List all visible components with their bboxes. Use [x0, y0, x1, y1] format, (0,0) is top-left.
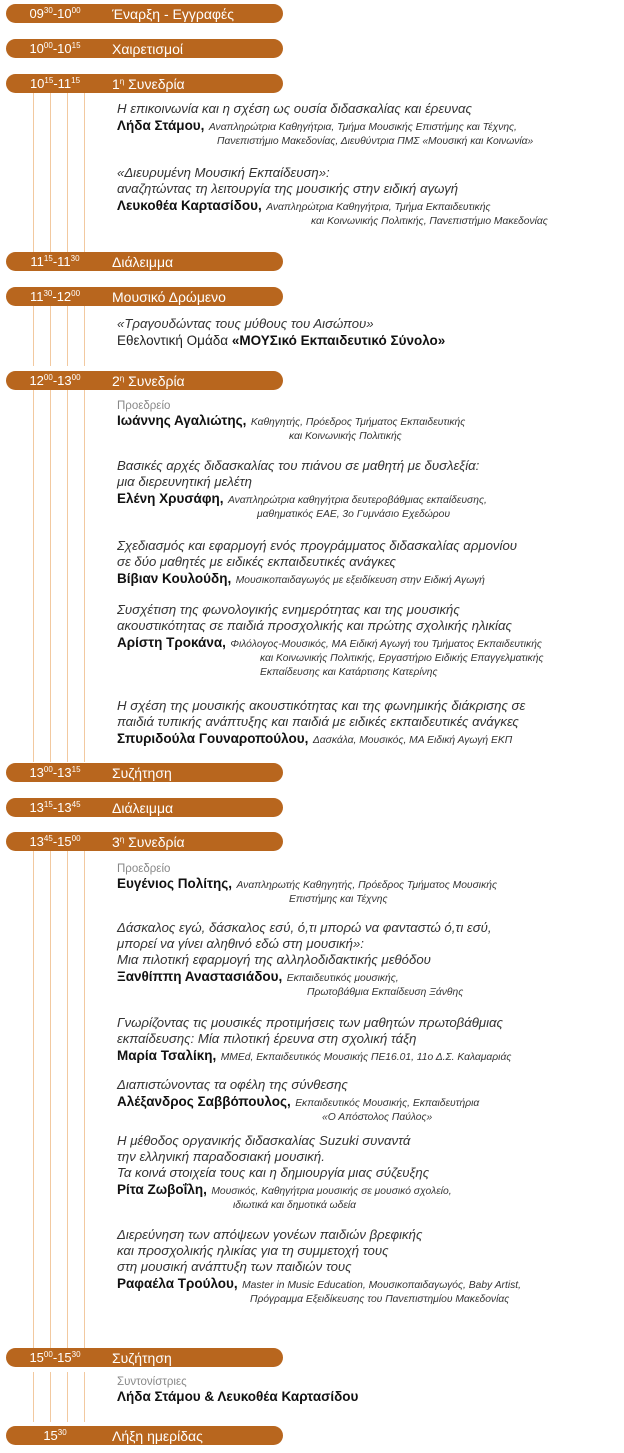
timeline-line — [67, 306, 68, 366]
session-3-talk-1 — [117, 920, 616, 1000]
chair-label: Προεδρείο — [117, 863, 171, 875]
speaker-name: Ξανθίππη Αναστασιάδου, — [117, 969, 283, 984]
schedule-bar-break-1 — [6, 252, 283, 271]
schedule-bar-session-3 — [6, 832, 283, 851]
speaker-name: Ραφαέλα Τρούλου, — [117, 1276, 238, 1291]
timeline-line — [50, 851, 51, 1348]
music-event-block — [117, 316, 616, 349]
speaker-name: Σπυριδούλα Γουναροπούλου, — [117, 731, 309, 746]
talk-title: στη μουσική ανάπτυξη των παιδιών τους — [117, 1259, 352, 1274]
bar-time: $13^{45}-15^{00}$ — [29, 834, 81, 849]
bar-title: $1^\eta$ Συνεδρία — [112, 75, 185, 92]
speaker-name: Βίβιαν Κουλούδη, — [117, 571, 232, 586]
timeline-line — [33, 306, 34, 366]
session-3-talk-4 — [117, 1133, 616, 1213]
speaker-affiliation: και Κοινωνικής Πολιτικής — [289, 431, 402, 442]
speaker-affiliation: ιδιωτικά και δημοτικά ωδεία — [233, 1200, 357, 1211]
event-title: «Τραγουδώντας τους μύθους του Αισώπου» — [117, 316, 374, 331]
timeline-line — [84, 1372, 85, 1422]
speaker-affiliation: Αναπληρώτρια Καθηγήτρια, Τμήμα Μουσικής Επιστήμης και Τέχνης, — [208, 122, 517, 133]
session-3-talk-2 — [117, 1015, 616, 1065]
bar-time: $11^{30}-12^{00}$ — [29, 289, 81, 304]
bar-time: $12^{00}-13^{00}$ — [29, 373, 81, 388]
speaker-affiliation: Φιλόλογος-Μουσικός, ΜΑ Ειδική Αγωγή του Τμήματος Εκπαιδευτικής — [230, 639, 542, 650]
bar-title: Διάλειμμα — [112, 799, 174, 816]
schedule-bar-session-2 — [6, 371, 283, 390]
talk-title: την ελληνική παραδοσιακή μουσική. — [117, 1149, 325, 1164]
bar-time: $10^{15}-11^{15}$ — [29, 76, 81, 91]
talk-title: Δάσκαλος εγώ, δάσκαλος εσύ, ό,τι μπορώ να φανταστώ ό,τι εσύ, — [117, 920, 492, 935]
speaker-name: Αλέξανδρος Σαββόπουλος, — [117, 1094, 291, 1109]
talk-title: Η επικοινωνία και η σχέση ως ουσία διδασκαλίας και έρευνας — [117, 101, 472, 116]
speaker-affiliation: Αναπληρωτής Καθηγητής, Πρόεδρος Τμήματος Μουσικής — [236, 880, 497, 891]
talk-title: αναζητώντας τη λειτουργία της μουσικής στην ειδική αγωγή — [117, 181, 459, 196]
coordinators-label: Συντονίστριες — [117, 1376, 187, 1388]
speaker-name: Αρίστη Τροκάνα, — [117, 635, 226, 650]
talk-title: Διαπιστώνοντας τα οφέλη της σύνθεσης — [117, 1077, 348, 1092]
bar-time: $11^{15}-11^{30}$ — [30, 254, 80, 269]
speaker-affiliation: Εκπαιδευτικός Μουσικής, Εκπαιδευτήρια — [295, 1098, 480, 1109]
talk-title: Η σχέση της μουσικής ακουστικότητας και της φωνημικής διάκρισης σε — [117, 698, 526, 713]
speaker-affiliation: MMEd, Εκπαιδευτικός Μουσικής ΠΕ16.01, 11ο Δ.Σ. Καλαμαριάς — [220, 1052, 512, 1063]
bar-title: $2^\eta$ Συνεδρία — [112, 372, 185, 389]
speaker-name: Ευγένιος Πολίτης, — [117, 876, 233, 891]
schedule-bar-session-1 — [6, 74, 283, 93]
bar-time: $15^{30}$ — [43, 1428, 67, 1443]
talk-title: Σχεδιασμός και εφαρμογή ενός προγράμματος διδασκαλίας αρμονίου — [117, 538, 518, 553]
speaker-name: Λευκοθέα Καρτασίδου, — [117, 198, 262, 213]
bar-time: $09^{30}-10^{00}$ — [29, 6, 81, 21]
coordinators-block — [117, 1376, 616, 1405]
session-2-chair — [117, 400, 616, 444]
bar-time: $13^{00}-13^{15}$ — [29, 765, 81, 780]
talk-title: μια διερευνητική μελέτη — [117, 474, 252, 489]
bar-title: Μουσικό Δρώμενο — [112, 288, 226, 305]
session-1-talk-2 — [117, 165, 616, 229]
schedule-bar-discussion-2 — [6, 1348, 283, 1367]
talk-title: σε δύο μαθητές με ειδικές εκπαιδευτικές ανάγκες — [117, 554, 396, 569]
schedule-bar-greetings — [6, 39, 283, 58]
timeline-line — [33, 390, 34, 762]
bar-title: Συζήτηση — [112, 764, 172, 781]
session-2-talk-2 — [117, 538, 616, 588]
bar-time: $15^{00}-15^{30}$ — [29, 1350, 81, 1365]
schedule-bar-closing — [6, 1426, 283, 1445]
speaker-name: Ιωάννης Αγαλιώτης, — [117, 413, 247, 428]
speaker-affiliation: Επιστήμης και Τέχνης — [289, 894, 388, 905]
schedule-bar-music-event — [6, 287, 283, 306]
talk-title: Μια πιλοτική εφαρμογή της αλληλοδιδακτικής μεθόδου — [117, 952, 431, 967]
speaker-affiliation: Αναπληρώτρια καθηγήτρια δευτεροβάθμιας εκπαίδευσης, — [227, 495, 487, 506]
talk-title: Βασικές αρχές διδασκαλίας του πιάνου σε μαθητή με δυσλεξία: — [117, 458, 480, 473]
session-2-talk-4 — [117, 698, 616, 748]
talk-title: Γνωρίζοντας τις μουσικές προτιμήσεις των μαθητών πρωτοβάθμιας — [117, 1015, 503, 1030]
bar-title: Έναρξη - Εγγραφές — [112, 5, 234, 22]
bar-time: $13^{15}-13^{45}$ — [29, 800, 81, 815]
speaker-affiliation: Καθηγητής, Πρόεδρος Τμήματος Εκπαιδευτικής — [250, 417, 466, 428]
speaker-affiliation: και Κοινωνικής Πολιτικής, Εργαστήριο Ειδικής Επαγγελματικής — [260, 653, 544, 664]
bar-title: Λήξη ημερίδας — [112, 1427, 203, 1444]
talk-title: «Διευρυμένη Μουσική Εκπαίδευση»: — [117, 165, 330, 180]
talk-title: Συσχέτιση της φωνολογικής ενημερότητας και της μουσικής — [117, 602, 460, 617]
bar-time: $10^{00}-10^{15}$ — [29, 41, 81, 56]
talk-title: και προσχολικής ηλικίας για τη συμμετοχή τους — [117, 1243, 389, 1258]
timeline-line — [33, 1372, 34, 1422]
speaker-name: Μαρία Τσαλίκη, — [117, 1048, 217, 1063]
schedule-bar-discussion-1 — [6, 763, 283, 782]
talk-title: Τα κοινά στοιχεία τους και η δημιουργία μιας σύζευξης — [117, 1165, 430, 1180]
speaker-affiliation: Αναπληρώτρια Καθηγήτρια, Τμήμα Εκπαιδευτικής — [266, 202, 491, 213]
session-1-talk-1 — [117, 101, 616, 149]
talk-title: Διερεύνηση των απόψεων γονέων παιδιών βρεφικής — [117, 1227, 423, 1242]
speaker-name: Λήδα Στάμου, — [117, 118, 205, 133]
timeline-line — [50, 1372, 51, 1422]
timeline-line — [50, 390, 51, 762]
session-3-chair — [117, 863, 616, 907]
timeline-line — [84, 306, 85, 366]
timeline-line — [84, 851, 85, 1348]
session-2-talk-3 — [117, 602, 616, 680]
talk-title: μπορεί να γίνει αληθινό εδώ στη μουσική»: — [117, 936, 364, 951]
timeline-line — [50, 306, 51, 366]
speaker-affiliation: Πρωτοβάθμια Εκπαίδευση Ξάνθης — [307, 987, 464, 998]
talk-title: ακουστικότητας σε παιδιά προσχολικής και πρώτης σχολικής ηλικίας — [117, 618, 512, 633]
bar-title: Συζήτηση — [112, 1349, 172, 1366]
session-3-talk-5 — [117, 1227, 616, 1307]
speaker-affiliation: «Ο Απόστολος Παύλος» — [322, 1112, 433, 1123]
session-2-talk-1 — [117, 458, 616, 522]
coordinators-names: Λήδα Στάμου & Λευκοθέα Καρτασίδου — [117, 1389, 359, 1404]
speaker-name: Ρίτα Ζωβοΐλη, — [117, 1182, 207, 1197]
schedule-bar-break-2 — [6, 798, 283, 817]
speaker-name: Ελένη Χρυσάφη, — [117, 491, 224, 506]
chair-label: Προεδρείο — [117, 400, 171, 412]
bar-title: $3^\eta$ Συνεδρία — [112, 833, 185, 850]
timeline-line — [67, 851, 68, 1348]
speaker-affiliation: Εκπαίδευσης και Κατάρτισης Κατερίνης — [260, 667, 438, 678]
timeline-line — [33, 92, 34, 252]
session-3-talk-3 — [117, 1077, 616, 1125]
group-name: «ΜΟΥΣικό Εκπαιδευτικό Σύνολο» — [231, 333, 446, 348]
speaker-affiliation: Μουσικός, Καθηγήτρια μουσικής σε μουσικό σχολείο, — [211, 1186, 452, 1197]
timeline-line — [67, 92, 68, 252]
timeline-line — [67, 1372, 68, 1422]
talk-title: εκπαίδευσης: Μία πιλοτική έρευνα στη σχολική τάξη — [117, 1031, 417, 1046]
speaker-affiliation: μαθηματικός ΕΑΕ, 3ο Γυμνάσιο Εχεδώρου — [257, 509, 451, 520]
speaker-affiliation: Πανεπιστήμιο Μακεδονίας, Διευθύντρια ΠΜΣ «Μουσική και Κοινωνία» — [217, 136, 534, 147]
talk-title: παιδιά τυπικής ανάπτυξης και παιδιά με ειδικές εκπαιδευτικές ανάγκες — [117, 714, 519, 729]
bar-title: Διάλειμμα — [112, 253, 174, 270]
speaker-affiliation: Πρόγραμμα Εξειδίκευσης του Πανεπιστημίου Μακεδονίας — [250, 1294, 510, 1305]
talk-title: Η μέθοδος οργανικής διδασκαλίας Suzuki συναντά — [117, 1133, 411, 1148]
timeline-line — [67, 390, 68, 762]
timeline-line — [84, 92, 85, 252]
speaker-affiliation: Δασκάλα, Μουσικός, ΜΑ Ειδική Αγωγή ΕΚΠ — [312, 735, 513, 746]
speaker-affiliation: και Κοινωνικής Πολιτικής, Πανεπιστήμιο Μακεδονίας — [311, 216, 548, 227]
timeline-line — [33, 851, 34, 1348]
timeline-line — [84, 390, 85, 762]
speaker-affiliation: Master in Music Education, Μουσικοπαιδαγωγός, Baby Artist, — [242, 1280, 522, 1291]
bar-title: Χαιρετισμοί — [112, 40, 183, 57]
schedule-bar-registration — [6, 4, 283, 23]
group-label: Εθελοντική Ομάδα — [117, 333, 232, 348]
speaker-affiliation: Εκπαιδευτικός μουσικής, — [286, 973, 399, 984]
speaker-affiliation: Μουσικοπαιδαγωγός με εξειδίκευση στην Ειδική Αγωγή — [235, 575, 485, 586]
timeline-line — [50, 92, 51, 252]
